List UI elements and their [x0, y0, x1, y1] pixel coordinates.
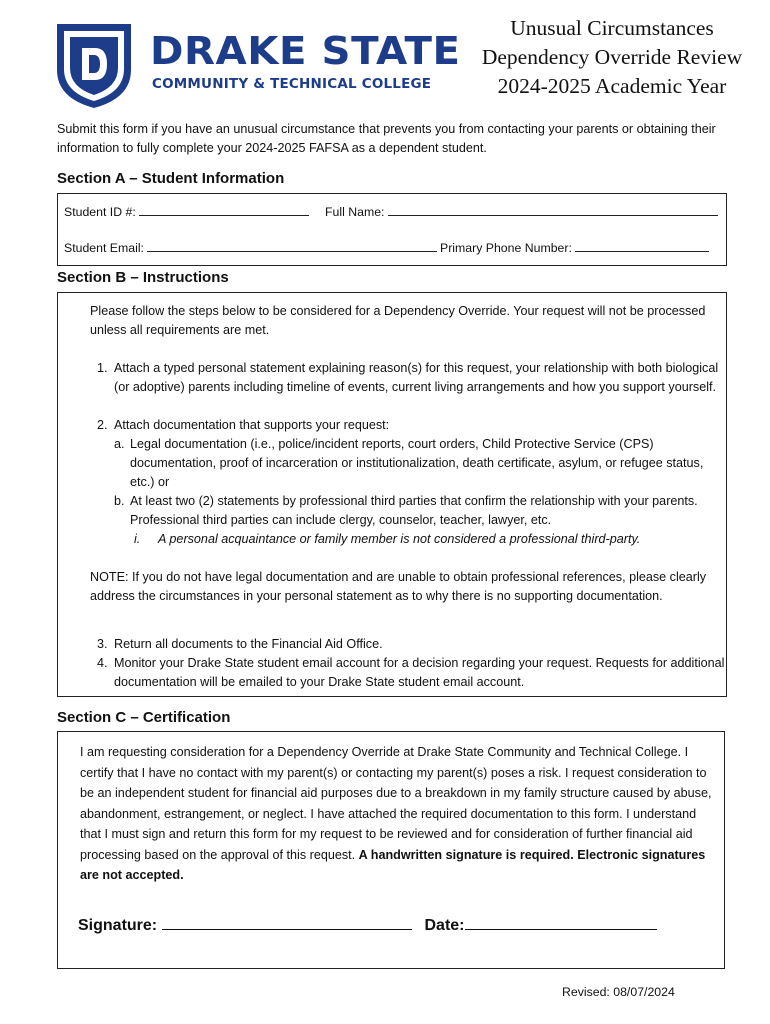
signature-requirement: A handwritten signature is required. Electronic signatures are not accepted. — [80, 847, 706, 882]
date-label: Date: — [424, 917, 465, 934]
step-2-number: 2. — [97, 418, 108, 432]
step-4-text: Monitor your Drake State student email account for a decision regarding your request. Requests for additional documentation will be emailed to your Drake State student email account. — [114, 656, 725, 689]
note-text: NOTE: If you do not have legal documentation and are unable to obtain professional references, please clearly address the circumstances in your personal statement as to why there is no supporting documentation. — [90, 570, 707, 603]
signature-row — [78, 915, 657, 935]
phone-label: Primary Phone Number: — [440, 241, 572, 255]
step-1-number: 1. — [97, 361, 108, 375]
student-id-label: Student ID #: — [64, 205, 136, 219]
title-line-1: Unusual Circumstances — [510, 16, 714, 40]
title-line-3: 2024-2025 Academic Year — [497, 74, 727, 98]
step-3-text: Return all documents to the Financial Aid Office. — [114, 637, 383, 651]
full-name-row — [325, 203, 718, 219]
section-c-heading: Section C – Certification — [57, 709, 231, 726]
college-logo-shield — [55, 22, 133, 110]
student-email-row — [64, 239, 437, 255]
section-a-heading: Section A – Student Information — [57, 170, 285, 187]
revised-date: Revised: 08/07/2024 — [562, 985, 675, 999]
certification-text — [80, 742, 720, 886]
step-3-number: 3. — [97, 637, 108, 651]
student-id-field[interactable] — [139, 203, 309, 216]
intro-text: Submit this form if you have an unusual circumstance that prevents you from contacting your parents or obtaining their information to fully complete your 2024-2025 FAFSA as a dependent student. — [57, 122, 716, 155]
step-2-text: Attach documentation that supports your request: — [114, 418, 390, 432]
section-a-box — [57, 193, 727, 266]
signature-field[interactable] — [162, 915, 412, 930]
item-a-text: Legal documentation (i.e., police/incident reports, court orders, Child Protective Service (CPS) documentation, proof of incarceration or institutionalization, death certificate, asylum, or refugee status, etc.) or — [130, 437, 704, 489]
phone-row — [440, 239, 709, 255]
item-b-text: At least two (2) statements by professional third parties that confirm the relationship with your parents. Professional third parties can include clergy, counselor, teacher, lawyer, etc. — [130, 494, 698, 527]
student-email-label: Student Email: — [64, 241, 144, 255]
step-4-number: 4. — [97, 656, 108, 670]
section-b-heading: Section B – Instructions — [57, 269, 229, 286]
section-b-box — [57, 292, 727, 697]
phone-field[interactable] — [575, 239, 709, 252]
college-name-logo: DRAKE STATE — [150, 29, 461, 73]
instructions-intro: Please follow the steps below to be considered for a Dependency Override. Your request will not be processed unless all requirements are met. — [90, 304, 706, 337]
form-title — [462, 14, 762, 101]
college-subtitle-logo: COMMUNITY & TECHNICAL COLLEGE — [152, 76, 432, 92]
date-field[interactable] — [465, 915, 657, 930]
step-1-text: Attach a typed personal statement explaining reason(s) for this request, your relationship with both biological (or adoptive) parents including timeline of events, current living arrangements and how you support yourself. — [114, 361, 719, 394]
signature-label: Signature: — [78, 917, 158, 934]
full-name-field[interactable] — [388, 203, 718, 216]
certification-statement: I am requesting consideration for a Dependency Override at Drake State Community and Technical College. I certify that I have no contact with my parent(s) or contacting my parent(s) poses a risk. I request consideration to be an independent student for financial aid purposes due to a breakdown in my family structure caused by abuse, abandonment, estrangement, or neglect. I have attached the required documentation to this form. I understand that I must sign and return this form for my request to be reviewed and for consideration of further financial aid processing based on the approval of this request. — [80, 745, 712, 862]
item-i-text: A personal acquaintance or family member is not considered a professional third-party. — [158, 532, 641, 546]
full-name-label: Full Name: — [325, 205, 385, 219]
student-email-field[interactable] — [147, 239, 437, 252]
item-i-number: i. — [134, 532, 141, 546]
section-c-box — [57, 731, 725, 969]
item-a-letter: a. — [114, 437, 125, 451]
item-b-letter: b. — [114, 494, 125, 508]
title-line-2: Dependency Override Review — [481, 45, 743, 69]
student-id-row — [64, 203, 309, 219]
